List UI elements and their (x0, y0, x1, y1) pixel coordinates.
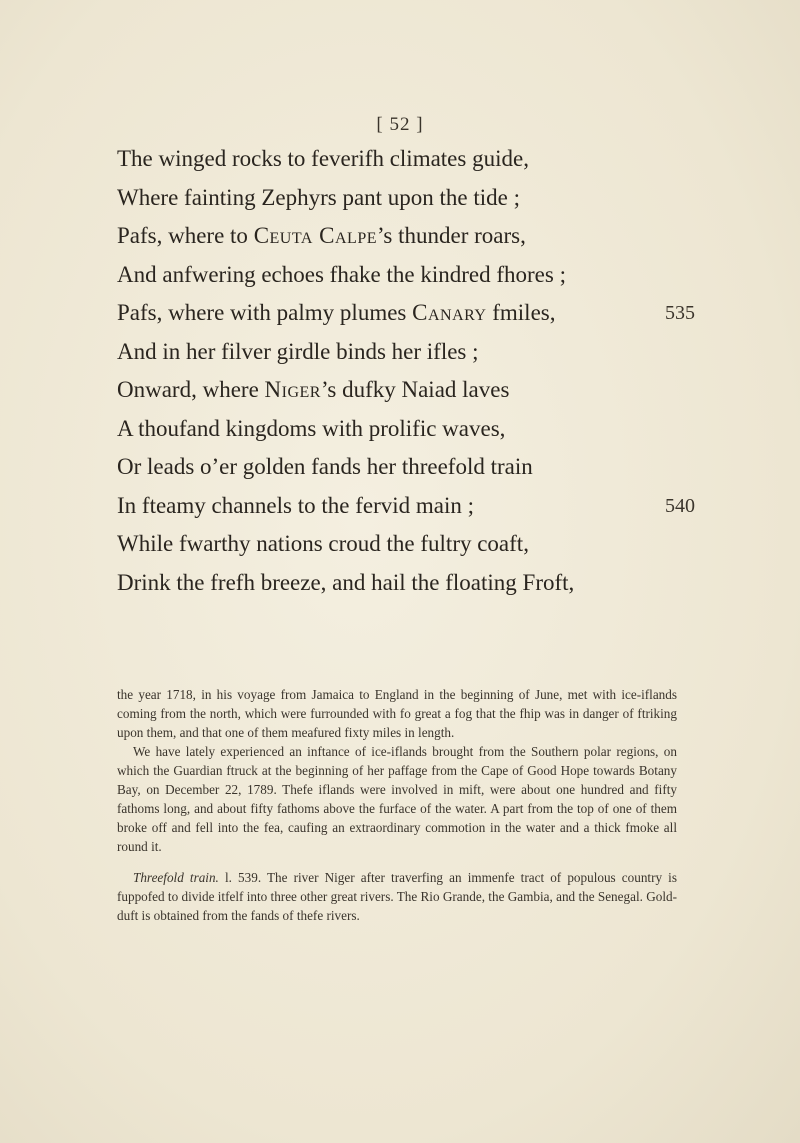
footnote-text: l. 539. The river Niger after traverfing an immenfe tract of populous country is fuppofed to divide itfelf into three other great rivers. The Rio Grande, the Gambia, and the Senegal. Gold-duft is obtained from the fands of thefe rivers. (117, 870, 677, 923)
poem-stanza (117, 140, 695, 602)
footnote-paragraph: We have lately experienced an inftance of ice-iflands brought from the Southern polar regions, on which the Guardian ftruck at the beginning of her paffage from the Cape of Good Hope towards Botany Bay, on December 22, 1789. Thefe iflands were involved in mift, were about one hundred and fifty fathoms long, and about fifty fathoms above the furface of the water. A part from the top of one of them broke off and fell into the fea, caufing an extraordinary commotion in the water and a thick fmoke all round it. (117, 744, 677, 854)
footnotes (117, 685, 677, 925)
verse-text: And in her filver girdle binds her ifles ; (117, 338, 479, 364)
verse-line (117, 294, 695, 333)
verse-text: The winged rocks to feverifh climates guide, (117, 146, 529, 171)
footnote-paragraph: the year 1718, in his voyage from Jamaica to England in the beginning of June, met with ice-iflands coming from the north, which were furrounded with fo great a fog that the fhip was in danger of ftriking upon them, and that one of them meafured fixty miles in length. (117, 687, 677, 740)
verse-text: In fteamy channels to the fervid main ; (117, 492, 475, 518)
verse-line (117, 333, 677, 372)
verse-text: And anfwering echoes fhake the kindred fhores ; (117, 261, 566, 287)
verse-line (117, 410, 677, 449)
verse-text: Drink the frefh breeze, and hail the floating Froft, (117, 569, 575, 595)
verse-text: A thoufand kingdoms with prolific waves, (117, 415, 506, 441)
verse-proper-name: Niger (264, 377, 321, 402)
verse-line (117, 564, 677, 603)
verse-line (117, 448, 677, 487)
verse-text: Or leads o’er golden fands her threefold train (117, 454, 533, 479)
verse-line (117, 217, 677, 256)
verse-text: Pafs, where to (117, 223, 254, 248)
verse-line (117, 256, 677, 295)
footnote-reference: Threefold train. (133, 870, 219, 885)
line-number: 540 (665, 494, 695, 517)
footnote-spacer (117, 856, 677, 868)
verse-line (117, 140, 677, 179)
footnote-paragraph (117, 868, 677, 925)
line-number: 535 (665, 302, 695, 324)
verse-text: Pafs, where with palmy plumes (117, 300, 413, 325)
verse-line (117, 525, 677, 564)
verse-text: fmiles, (486, 300, 556, 325)
page-number: [ 52 ] (376, 114, 424, 135)
verse-text: ’s dufky Naiad laves (320, 377, 510, 402)
verse-proper-name: Ceuta Calpe (253, 223, 377, 248)
verse-line (117, 487, 695, 526)
verse-text: Where fainting Zephyrs pant upon the tide ; (117, 184, 521, 210)
verse-line (117, 179, 677, 218)
verse-proper-name: Canary (412, 300, 487, 325)
verse-text: While fwarthy nations croud the fultry coaft, (117, 531, 529, 556)
verse-text: Onward, where (117, 377, 265, 402)
verse-line (117, 371, 677, 410)
verse-text: ’s thunder roars, (377, 223, 526, 248)
